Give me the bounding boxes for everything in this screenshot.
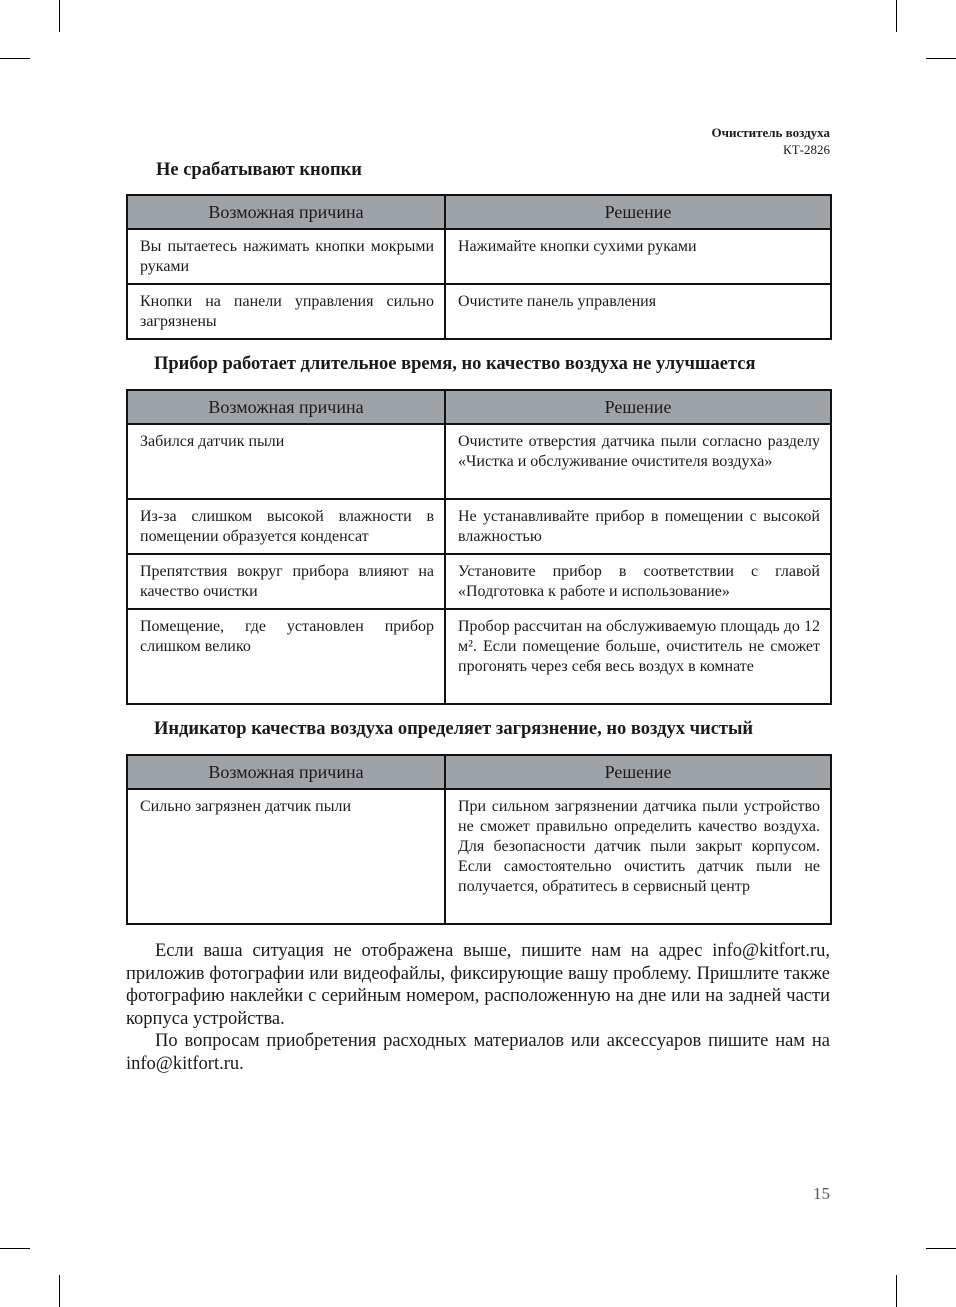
page-number: 15 (813, 1184, 830, 1203)
crop-mark (926, 58, 956, 59)
column-header-cause: Возможная причина (127, 195, 445, 229)
cause-cell: Забился датчик пыли (127, 424, 445, 499)
troubleshooting-table (126, 389, 832, 705)
paragraph: По вопросам приобретения расходных материалов или аксессуаров пишите нам на info@kitfort.ru. (126, 1031, 830, 1074)
solution-cell: Очистите панель управления (445, 284, 831, 339)
solution-cell: При сильном загрязнении датчика пыли устройство не сможет правильно определить качество воздуха. Для безопасности датчик пыли закрыт корпусом. Если самостоятельно очистить датчик пыли не получается, обратитесь в сервисный центр (445, 789, 831, 924)
column-header-solution: Решение (445, 195, 831, 229)
cause-cell: Из-за слишком высокой влажности в помещении образуется конденсат (127, 499, 445, 554)
table-row (127, 424, 831, 499)
product-model: КТ-2826 (783, 142, 830, 157)
table-row (127, 229, 831, 284)
cause-cell: Препятствия вокруг прибора влияют на качество очистки (127, 554, 445, 609)
table-row (127, 789, 831, 924)
troubleshooting-table (126, 754, 832, 925)
crop-mark (59, 1275, 60, 1307)
section-title: Индикатор качества воздуха определяет загрязнение, но воздух чистый (154, 719, 754, 739)
crop-mark (0, 1248, 30, 1249)
table-row (127, 554, 831, 609)
page-header (712, 124, 830, 158)
crop-mark (896, 1275, 897, 1307)
paragraph: Если ваша ситуация не отображена выше, пишите нам на адрес info@kitfort.ru, приложив фотографии или видеофайлы, фиксирующие вашу проблему. Пришлите также фотографию наклейки с серийным номером, расположенную на дне или на задней части корпуса устройства. (126, 941, 830, 1029)
table-header-row (127, 390, 831, 424)
crop-mark (59, 0, 60, 32)
crop-mark (926, 1248, 956, 1249)
cause-cell: Сильно загрязнен датчик пыли (127, 789, 445, 924)
crop-mark (896, 0, 897, 32)
troubleshooting-table (126, 194, 832, 340)
solution-cell: Очистите отверстия датчика пыли согласно разделу «Чистка и обслуживание очистителя воздуха» (445, 424, 831, 499)
column-header-solution: Решение (445, 755, 831, 789)
crop-mark (0, 58, 30, 59)
contact-info (126, 940, 830, 1075)
table-row (127, 609, 831, 704)
column-header-cause: Возможная причина (127, 390, 445, 424)
column-header-solution: Решение (445, 390, 831, 424)
table-row (127, 284, 831, 339)
solution-cell: Нажимайте кнопки сухими руками (445, 229, 831, 284)
cause-cell: Вы пытаетесь нажимать кнопки мокрыми руками (127, 229, 445, 284)
solution-cell: Пробор рассчитан на обслуживаемую площадь до 12 м². Если помещение больше, очиститель не сможет прогонять через себя весь воздух в комнате (445, 609, 831, 704)
section-title: Не срабатывают кнопки (156, 160, 362, 180)
solution-cell: Установите прибор в соответствии с главой «Подготовка к работе и использование» (445, 554, 831, 609)
solution-cell: Не устанавливайте прибор в помещении с высокой влажностью (445, 499, 831, 554)
cause-cell: Кнопки на панели управления сильно загрязнены (127, 284, 445, 339)
table-row (127, 499, 831, 554)
column-header-cause: Возможная причина (127, 755, 445, 789)
section-title: Прибор работает длительное время, но качество воздуха не улучшается (154, 354, 756, 374)
cause-cell: Помещение, где установлен прибор слишком велико (127, 609, 445, 704)
table-header-row (127, 755, 831, 789)
product-name: Очиститель воздуха (711, 125, 830, 140)
table-header-row (127, 195, 831, 229)
